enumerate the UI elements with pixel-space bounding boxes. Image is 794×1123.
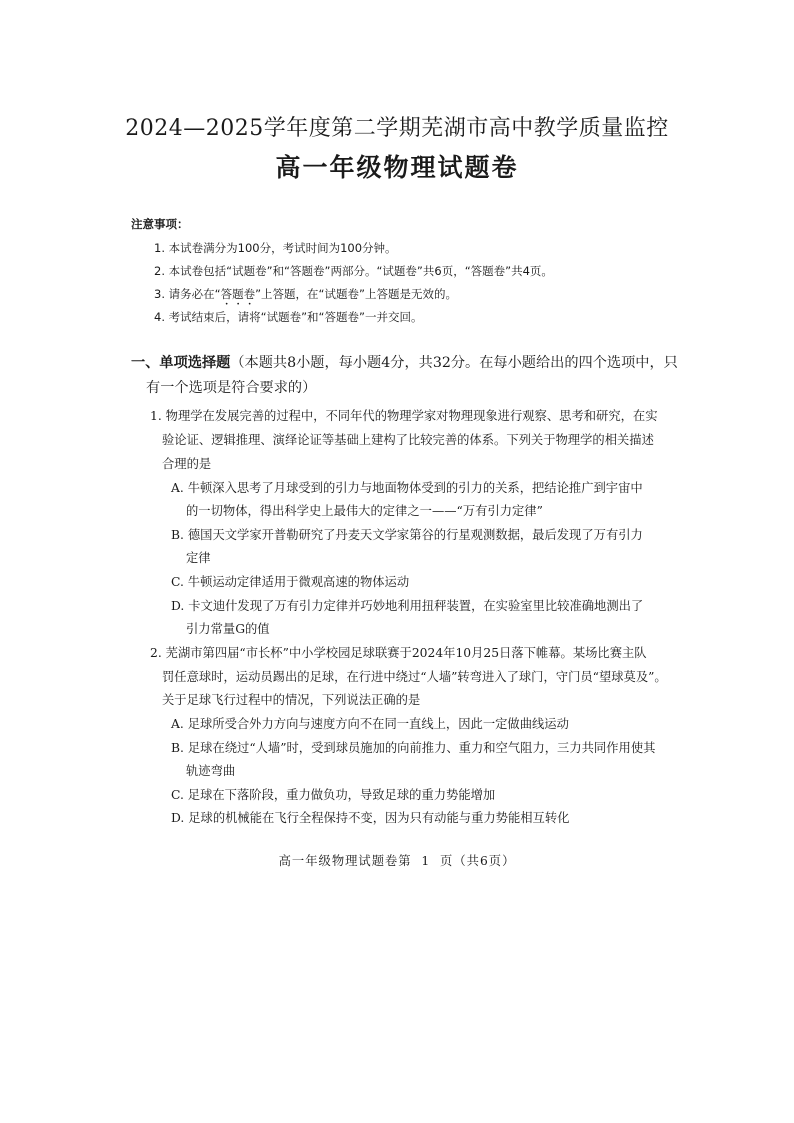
question-1-option-d-line1: D. 卡文迪什发现了万有引力定律并巧妙地利用扭秤装置，在实验室里比较准确地测出了: [171, 599, 644, 613]
note-item-3: [154, 286, 457, 308]
question-2-stem-line2: 罚任意球时，运动员踢出的足球，在行进中绕过“人墙”转弯进入了球门，守门员“望球莫及”。: [162, 670, 667, 684]
note-item-1: 1. 本试卷满分为100分，考试时间为100分钟。: [154, 241, 397, 255]
question-2-option-b-line1: B. 足球在绕过“人墙”时，受到球员施加的向前推力、重力和空气阻力，三力共同作用使其: [171, 741, 656, 755]
section-1-description-line2: 有一个选项是符合要求的）: [146, 380, 317, 396]
question-2-stem-line1: 2. 芜湖市第四届“市长杯”中小学校园足球联赛于2024年10月25日落下帷幕。某场比赛主队: [150, 646, 647, 660]
note-item-3-before: 3. 请务必在“: [154, 287, 221, 301]
question-2-option-a: A. 足球所受合外力方向与速度方向不在同一直线上，因此一定做曲线运动: [171, 717, 569, 731]
question-1-option-b-line2: 定律: [186, 551, 211, 565]
question-1-stem-line2: 验论证、逻辑推理、演绎论证等基础上建构了比较完善的体系。下列关于物理学的相关描述: [162, 433, 654, 447]
exam-title-line1: 2024—2025学年度第二学期芜湖市高中教学质量监控: [125, 116, 669, 141]
exam-title-line2: 高一年级物理试题卷: [275, 153, 519, 182]
section-1-description: （本题共8小题，每小题4分，共32分。在每小题给出的四个选项中，只: [230, 355, 678, 371]
note-item-3-after: ”上答题，在“试题卷”上答题是无效的。: [255, 287, 457, 301]
page-footer: 高一年级物理试题卷第 1 页（共6页）: [278, 854, 516, 868]
note-item-4: 4. 考试结束后，请将“试题卷”和“答题卷”一并交回。: [154, 310, 423, 324]
question-2-option-d: D. 足球的机械能在飞行全程保持不变，因为只有动能与重力势能相互转化: [171, 811, 570, 825]
question-1-option-d-line2: 引力常量G的值: [186, 622, 270, 636]
question-1-option-a-line1: A. 牛顿深入思考了月球受到的引力与地面物体受到的引力的关系，把结论推广到宇宙中: [171, 481, 643, 495]
note-item-2: 2. 本试卷包括“试题卷”和“答题卷”两部分。“试题卷”共6页，“答题卷”共4页。: [154, 264, 553, 278]
question-1-stem-line1: 1. 物理学在发展完善的过程中，不同年代的物理学家对物理现象进行观察、思考和研究，在实: [150, 409, 658, 423]
question-2-option-b-line2: 轨迹弯曲: [186, 764, 236, 778]
notes-heading: 注意事项：: [131, 217, 189, 231]
question-2-option-c: C. 足球在下落阶段，重力做负功，导致足球的重力势能增加: [171, 788, 496, 802]
question-1-option-b-line1: B. 德国天文学家开普勒研究了丹麦天文学家第谷的行星观测数据，最后发现了万有引力: [171, 528, 643, 542]
question-2-stem-line3: 关于足球飞行过程中的情况，下列说法正确的是: [162, 693, 421, 707]
note-item-3-emphasis: 答题卷: [220, 287, 256, 301]
question-1-option-c: C. 牛顿运动定律适用于微观高速的物体运动: [171, 575, 410, 589]
section-1-heading-line: [131, 352, 678, 372]
section-1-heading: 一、单项选择题: [131, 355, 231, 371]
question-1-option-a-line2: 的一切物体，得出科学史上最伟大的定律之一——“万有引力定律”: [186, 504, 543, 518]
question-1-stem-line3: 合理的是: [162, 457, 212, 471]
